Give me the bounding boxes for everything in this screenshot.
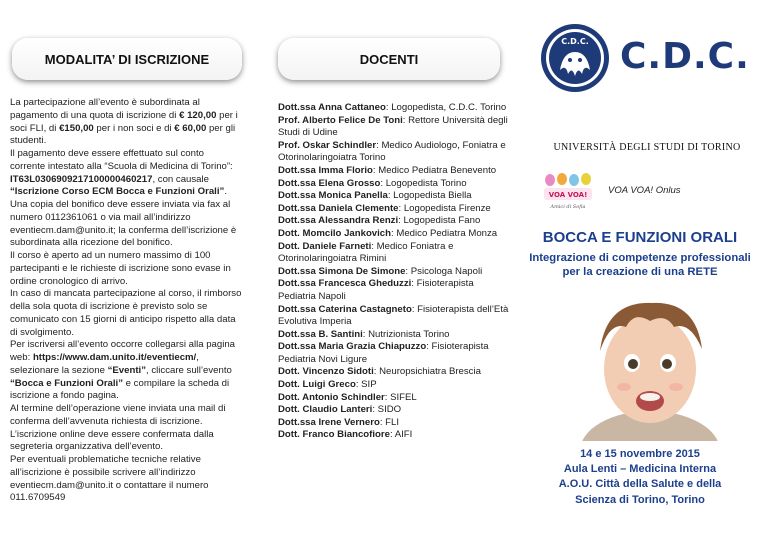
faculty-name: Dott. Vincenzo Sidoti xyxy=(278,366,374,378)
faculty-role: : AIFI xyxy=(389,429,413,441)
faculty-name: Prof. Oskar Schindler xyxy=(278,139,377,151)
svg-text:Amici di Sofia: Amici di Sofia xyxy=(550,204,586,210)
faculty-name: Prof. Alberto Felice De Toni xyxy=(278,114,403,126)
event-date-line: A.O.U. Città della Salute e della xyxy=(558,478,722,491)
registration-line: IT63L0306909217100000460217, con causale xyxy=(10,173,209,185)
faculty-entry xyxy=(278,341,510,366)
event-subtitle-line: Integrazione di competenze professionali xyxy=(529,252,751,264)
event-date-line: 14 e 15 novembre 2015 xyxy=(580,448,700,460)
faculty-name: Dott.ssa Monica Panella xyxy=(278,190,388,202)
faculty-name: Dott. Franco Biancofiore xyxy=(278,429,390,441)
registration-line: all’iscrizione è possibile scrivere all’indirizzo xyxy=(10,466,196,478)
faculty-role: : Rettore Università degli Studi di Udine xyxy=(278,114,508,139)
faculty-entry xyxy=(278,278,510,303)
faculty-name: Dott.ssa Simona De Simone xyxy=(278,265,406,277)
cdc-logo-text: C.D.C. xyxy=(620,36,750,77)
svg-text:C.D.C.: C.D.C. xyxy=(561,37,589,46)
faculty-entry xyxy=(278,115,510,140)
faculty-entry xyxy=(278,203,510,216)
registration-line: eventiecm.dam@unito.it o contattare il numero xyxy=(10,479,209,491)
faculty-entry xyxy=(278,266,510,279)
faculty-entry xyxy=(278,379,510,392)
faculty-entry xyxy=(278,215,510,228)
faculty-name: Dott.ssa Anna Cattaneo xyxy=(278,102,386,113)
faculty-entry xyxy=(278,102,510,115)
faculty-name: Dott.ssa Irene Vernero xyxy=(278,416,380,428)
event-date-line: Aula Lenti – Medicina Interna xyxy=(563,463,717,476)
faculty-role: : SIP xyxy=(355,379,377,391)
registration-line: di svolgimento. xyxy=(10,326,74,338)
registration-line: numero 0112361061 o via mail all’indirizzo xyxy=(10,211,191,223)
registration-line: iscrizione a fondo pagina. xyxy=(10,390,119,402)
faculty-role: : Logopedista Biella xyxy=(387,190,472,202)
registration-line: comunicato con 15 giorni di anticipo rispetto alla data xyxy=(10,313,236,325)
registration-line: Il pagamento deve essere effettuato sul conto xyxy=(10,148,204,159)
registration-line: Per eventuali problematiche tecniche relative xyxy=(10,454,201,465)
registration-text xyxy=(10,97,255,505)
faculty-entry xyxy=(278,241,510,266)
faculty-role: : Logopedista, C.D.C. Torino xyxy=(385,102,507,113)
faculty-role: : SIDO xyxy=(372,404,402,416)
registration-line: selezionare la sezione “Eventi”, cliccare sull’evento xyxy=(10,364,232,376)
faculty-name: Dott. Daniele Farneti xyxy=(278,240,372,252)
registration-line: Per iscriversi all’evento occorre collegarsi alla pagina xyxy=(10,339,236,351)
cdc-seal-icon xyxy=(538,22,612,94)
faculty-role: : Logopedista Fano xyxy=(398,215,481,227)
registration-panel xyxy=(0,0,256,543)
faculty-panel xyxy=(256,0,512,543)
faculty-entry xyxy=(278,190,510,203)
registration-line: ordine cronologico di arrivo. xyxy=(10,275,128,287)
faculty-role: : Fisioterapista dell’Età Evolutiva Imperia xyxy=(278,303,509,328)
faculty-heading: DOCENTI xyxy=(359,51,419,67)
registration-line: partecipanti e le richieste di iscrizione sono evase in xyxy=(10,262,231,274)
faculty-role: : Neuropsichiatra Brescia xyxy=(373,366,481,378)
registration-line: corrente intestato alla “Scuola di Medicina di Torino”: xyxy=(10,160,233,172)
registration-line: “Iscrizione Corso ECM Bocca e Funzioni Orali”. xyxy=(10,186,227,198)
faculty-entry xyxy=(278,228,510,241)
registration-line: web: https://www.dam.unito.it/eventiecm/, xyxy=(10,352,199,363)
registration-line: 011.6709549 xyxy=(10,492,66,504)
registration-line: conferma dell’avvenuta richiesta di iscrizione. xyxy=(10,415,203,427)
faculty-name: Dott.ssa Imma Florio xyxy=(278,164,373,176)
faculty-role: : SIFEL xyxy=(384,391,417,403)
faculty-role: : Logopedista Torino xyxy=(380,177,467,189)
faculty-name: Dott.ssa Francesca Gheduzzi xyxy=(278,278,412,290)
faculty-role: : FLI xyxy=(379,416,400,428)
registration-line: eventiecm.dam@unito.it; la conferma dell’iscrizione è xyxy=(10,224,237,236)
registration-line: Il corso è aperto ad un numero massimo di 100 xyxy=(10,250,211,261)
registration-line: In caso di mancata partecipazione al corso, il rimborso xyxy=(10,288,242,300)
registration-line: L’iscrizione online deve essere confermata dalla xyxy=(10,428,214,440)
faculty-name: Dott.ssa B. Santini xyxy=(278,328,363,340)
voa-kids-icon xyxy=(542,170,594,212)
faculty-name: Dott. Claudio Lanteri xyxy=(278,404,373,416)
registration-heading-box xyxy=(12,38,242,80)
registration-line: subordinata alla ricezione del bonifico. xyxy=(10,237,173,249)
faculty-entry xyxy=(278,165,510,178)
svg-text:VOA VOA!: VOA VOA! xyxy=(548,191,588,199)
voa-name: VOA VOA! Onlus xyxy=(608,185,681,196)
faculty-name: Dott. Luigi Greco xyxy=(278,379,356,391)
event-subtitle-line: per la creazione di una RETE xyxy=(562,266,718,278)
voa-voa-logo xyxy=(542,170,594,212)
event-date-location xyxy=(512,447,768,508)
registration-line: studenti. xyxy=(10,135,47,147)
faculty-role: : Medico Audiologo, Foniatra e Otorinolaringoiatra Torino xyxy=(278,139,506,164)
university-name: UNIVERSITÀ DEGLI STUDI DI TORINO xyxy=(553,142,741,153)
faculty-role: : Fisioterapista Pediatria Novi Ligure xyxy=(278,341,489,365)
cdc-logo xyxy=(538,22,750,94)
faculty-role: : Medico Pediatra Benevento xyxy=(372,164,497,176)
faculty-role: : Fisioterapista Pediatria Napoli xyxy=(278,278,474,302)
faculty-role: : Logopedista Firenze xyxy=(398,202,491,214)
event-subtitle xyxy=(512,251,768,279)
registration-heading: MODALITA’ DI ISCRIZIONE xyxy=(44,51,210,67)
registration-line: soci FLI, di €150,00 per i non soci e di € 60,00 per gli xyxy=(10,122,236,134)
faculty-role: : Medico Foniatra e Otorinolaringoiatra Rimini xyxy=(278,240,454,265)
faculty-list xyxy=(278,102,510,442)
faculty-name: Dott.ssa Maria Grazia Chiapuzzo xyxy=(278,341,427,353)
faculty-name: Dott.ssa Elena Grosso xyxy=(278,177,381,189)
child-photo xyxy=(570,291,730,441)
faculty-entry xyxy=(278,429,510,442)
child-photo-image xyxy=(570,291,730,441)
faculty-entry xyxy=(278,404,510,417)
faculty-entry xyxy=(278,417,510,430)
faculty-entry xyxy=(278,178,510,191)
faculty-name: Dott.ssa Daniela Clemente xyxy=(278,202,399,214)
registration-line: Al termine dell’operazione viene inviata una mail di xyxy=(10,403,226,414)
faculty-name: Dott. Momcilo Jankovich xyxy=(278,227,392,239)
faculty-role: : Medico Pediatra Monza xyxy=(391,227,498,239)
registration-line: Una copia del bonifico deve essere inviata via fax al xyxy=(10,199,231,210)
faculty-role: : Nutrizionista Torino xyxy=(362,328,450,340)
registration-line: pagamento di una quota di iscrizione di € 120,00 per i xyxy=(10,109,238,121)
registration-line: “Bocca e Funzioni Orali” e compilare la scheda di xyxy=(10,377,230,389)
registration-line: La partecipazione all’evento è subordinata al xyxy=(10,97,200,108)
faculty-name: Dott.ssa Caterina Castagneto xyxy=(278,303,412,315)
faculty-name: Dott.ssa Alessandra Renzi xyxy=(278,215,399,227)
faculty-entry xyxy=(278,366,510,379)
registration-line: della sola quota di iscrizione è previsto solo se xyxy=(10,301,208,312)
faculty-entry xyxy=(278,140,510,165)
cover-panel xyxy=(512,0,768,543)
faculty-role: : Psicologa Napoli xyxy=(405,265,483,277)
faculty-entry xyxy=(278,392,510,405)
faculty-entry xyxy=(278,329,510,342)
event-title: BOCCA E FUNZIONI ORALI xyxy=(542,229,738,246)
event-date-line: Scienza di Torino, Torino xyxy=(575,493,705,506)
faculty-name: Dott. Antonio Schindler xyxy=(278,391,385,403)
faculty-heading-box xyxy=(278,38,500,80)
registration-line: segreteria organizzativa dell’evento. xyxy=(10,441,164,453)
faculty-entry xyxy=(278,304,510,329)
